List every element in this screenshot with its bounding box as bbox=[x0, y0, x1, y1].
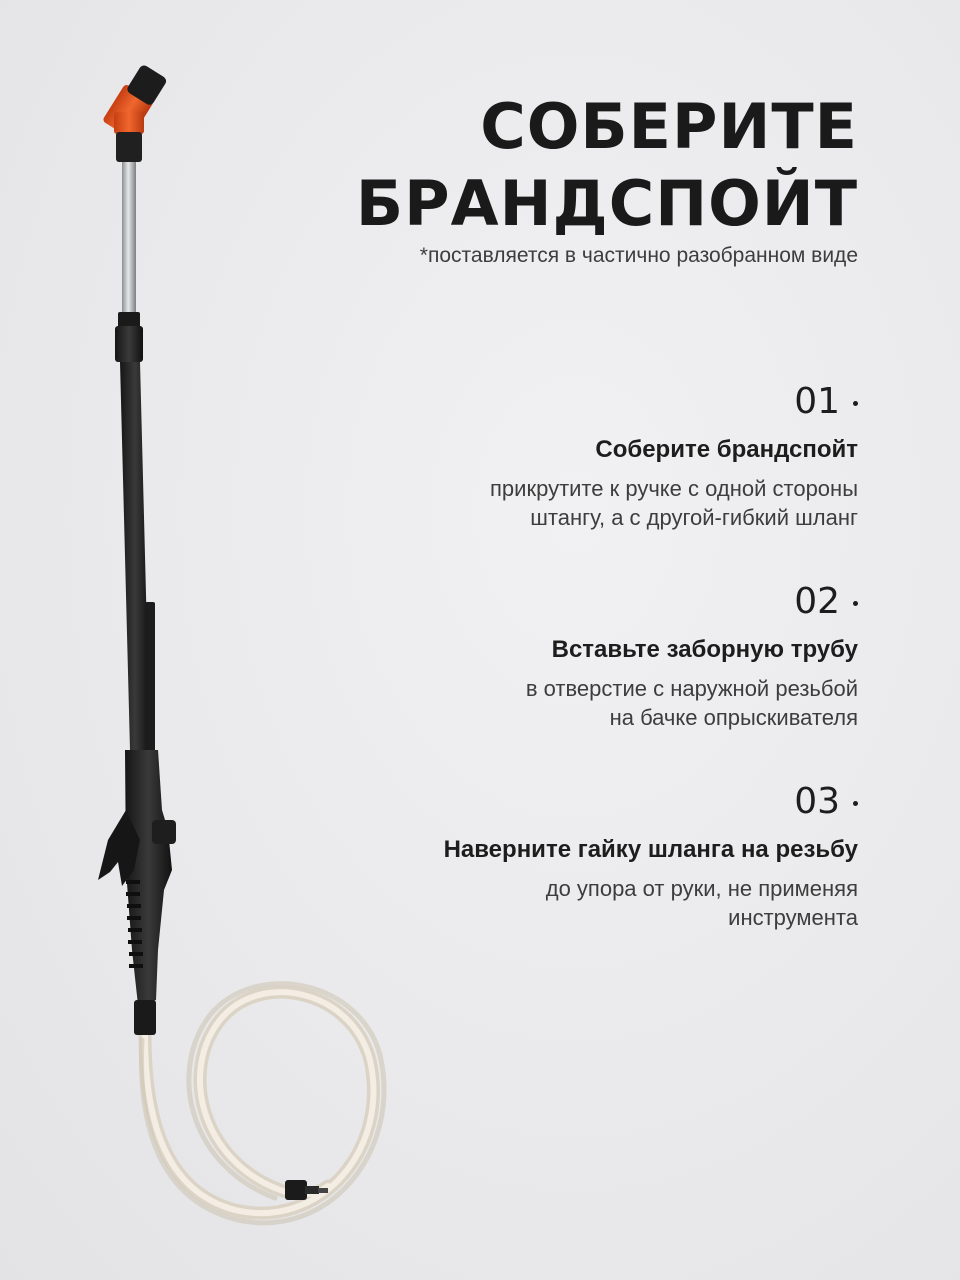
step-number bbox=[794, 380, 858, 424]
step-2 bbox=[298, 580, 858, 732]
bullet-dot-icon bbox=[853, 401, 858, 406]
step-number-text: 02 bbox=[794, 581, 840, 622]
hose bbox=[141, 984, 384, 1223]
step-1 bbox=[298, 380, 858, 532]
step-number bbox=[794, 780, 858, 824]
step-number bbox=[794, 580, 858, 624]
title-block bbox=[356, 88, 858, 268]
step-description-line: на бачке опрыскивателя bbox=[609, 705, 858, 730]
step-description-line: прикрутите к ручке с одной стороны bbox=[490, 476, 858, 501]
step-title: Соберите брандспойт bbox=[595, 436, 858, 463]
step-3 bbox=[298, 780, 858, 932]
step-description-line: штангу, а с другой-гибкий шланг bbox=[530, 505, 858, 530]
step-description-line: инструмента bbox=[728, 905, 858, 930]
subtitle-note: *поставляется в частично разобранном виде bbox=[419, 244, 858, 267]
bullet-dot-icon bbox=[853, 801, 858, 806]
step-description-line: до упора от руки, не применяя bbox=[545, 876, 858, 901]
step-title: Наверните гайку шланга на резьбу bbox=[443, 836, 858, 863]
step-description bbox=[298, 674, 858, 732]
assembly-steps bbox=[298, 380, 858, 980]
step-description bbox=[298, 874, 858, 932]
step-description bbox=[298, 474, 858, 532]
headline-line1: СОБЕРИТЕ bbox=[480, 90, 858, 163]
headline-line2: БРАНДСПОЙТ bbox=[355, 167, 858, 240]
step-number-text: 01 bbox=[794, 381, 840, 422]
step-title: Вставьте заборную трубу bbox=[551, 636, 858, 663]
step-number-text: 03 bbox=[794, 781, 840, 822]
step-description-line: в отверстие с наружной резьбой bbox=[525, 676, 858, 701]
bullet-dot-icon bbox=[853, 601, 858, 606]
